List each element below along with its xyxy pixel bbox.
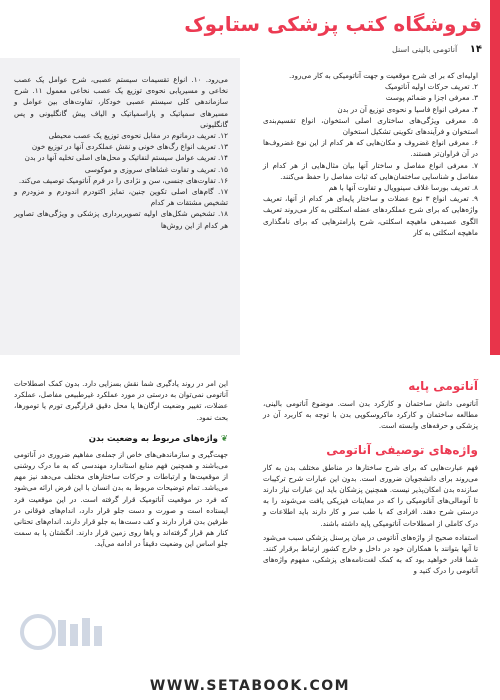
objective-item: ۵. معرفی ویژگی‌های ساختاری اصلی استخوان، انواع تقسیم‌بندی استخوان و فرآیندهای تکوینی تشکیل استخوان [263, 115, 478, 137]
footer [0, 672, 500, 700]
setabook-watermark-logo [18, 602, 113, 662]
objective-item: ۱۵. تعریف و تفاوت غشاهای سروزی و موکوسی [84, 164, 228, 174]
body-column-right [263, 378, 478, 577]
objectives-list-right [263, 70, 478, 238]
objective-item: ۸. تعریف بورسا غلاف سینوویال و تفاوت آنها با هم [328, 183, 478, 193]
objective-item: ۱۶. تفاوت‌های جنسی، سن و نژادی را در فرم آناتومیک توصیف می‌کند. [18, 175, 228, 185]
chapter-side-tab [490, 0, 500, 355]
footer-website-url[interactable]: WWW.SETABOOK.COM [149, 678, 351, 694]
objective-item: ۱۸. تشخیص شکل‌های اولیه تصویربرداری پزشکی و ویژگی‌های تصاویر هر کدام از این روش‌ها [14, 209, 228, 230]
objective-item: ۱۷. گام‌های اصلی تکوین جنین، تمایز اکتودرم اندودرم و مزودرم و تشخیص مشتقات هر کدام [14, 187, 228, 208]
running-header [242, 44, 482, 56]
objective-item: ۴. معرفی انواع فاسیا و نحوه‌ی توزیع آن در بدن [337, 104, 478, 114]
section-heading-body-position [14, 433, 228, 446]
objective-item: ۳. معرفی اجزا و ضمائم پوست [385, 93, 478, 103]
objective-item: ۱۲. تعریف درماتوم در مقابل نحوه‌ی توزیع یک عصب محیطی [48, 131, 228, 141]
paragraph: این امر در روند یادگیری شما نقش بسزایی دارد. بدون کمک اصطلاحات آناتومی نمی‌توان به درستی در مورد عملکرد غیرطبیعی مفاصل، عملکرد عضلات، تغییر وضعیت ارگان‌ها یا محل دقیق قرارگیری تورم یا تومورها، بحث نمود. [14, 379, 228, 422]
paragraph: استفاده صحیح از واژه‌های آناتومی در میان پرسنل پزشکی سبب می‌شود تا آنها بتوانند با همکاران خود در داخل و خارج کشور ارتباط برقرار کنند. شما قادر خواهید بود که به کمک لغت‌نامه‌های پزشکی، مفهوم واژه‌های آناتومی را درک کنید و [263, 532, 478, 576]
objective-item: ۶. معرفی انواع غضروف و مکان‌هایی که هر کدام از این نوع غضروف‌ها در آن فراوان‌تر هستند. [263, 138, 478, 159]
paragraph: فهم عبارت‌هایی که برای شرح ساختارها در مناطق مختلف بدن به کار می‌روند برای دانشجویان ضروری است. بدون این عبارات شرح ترکیبات سازنده بدن امکان‌پذیر نیست. همچنین پزشکان باید این عبارات نیاز دارند تا آنومالی‌های آناتومیکی را که در معاینات فیزیکی یافت می‌شوند را به درستی شرح دهند. افرادی که با طب سر و کار دارند باید اطلاعات و درک کاملی از اصطلاحات آناتومیکی پایه داشته باشند. [263, 462, 478, 528]
paragraph: جهت‌گیری و سازماندهی‌های خاص از جمله‌ی مفاهیم ضروری در آناتومی می‌باشند و همچنین فهم منابع استاندارد مهندسی که به ما درک روشنی از موقعیت‌ها و ارتباطات و حرکات ساختارهای مختلف می‌دهد نیز مهم می‌باشد. تمام توضیحات مربوط به بدن انسان با این فرض ارائه می‌شود که فرد در موقعیت آناتومیک قرار گرفته است. در این موقعیت فرد ایستاده است و صورت و دست جلو قرار دارد، اندام‌های فوقانی در طرفین بدن قرار دارند و کف دست‌ها به جلو قرار دارند. اندام‌های تحتانی کنار هم قرار گرفته‌اند و پاها روی زمین قرار دارند. انگشتان پا به سمت جلو اساس این وضعیت دقیقاً در ادامه می‌آید. [14, 449, 228, 549]
objective-item: ۷. معرفی انواع مفاصل و ساختار آنها بیان مثال‌هایی از هر کدام از مفاصل و شناسایی ساختمان‌هایی که ثبات مفاصل را حفظ می‌کنند. [263, 160, 478, 181]
page-number: ۱۴ [469, 44, 482, 55]
running-header-subtitle: آناتومی بالینی اسنل [391, 45, 458, 54]
page-header-title: فروشگاه کتب پزشکی ستابوک [184, 12, 482, 36]
objective-item: می‌رود. ۱۰. انواع تقسیمات سیستم عصبی، شرح عوامل یک عصب نخاعی و مسیریابی نحوه‌ی توزیع یک عصب نخاعی معمول ۱۱. شرح سازماندهی کلی سیستم عصبی خودکار، تفاوت‌های بین عوامل و مسیرهای سمپاتیک و پاراسمپاتیک و الیاف پیش گانگلیونی و پس گانگلیونی [14, 75, 228, 129]
objective-item: اولیه‌ای که بر ای شرح موقعیت و جهت آناتومیکی به کار می‌رود. [289, 71, 478, 80]
section-heading-body-position-label: واژه‌های مربوط به وضعیت بدن [88, 433, 218, 444]
objective-item: ۱۳. تعریف انواع رگ‌های خونی و نقش عملکردی آنها در توزیع خون [31, 142, 228, 152]
paragraph: آناتومی دانش ساختمان و کارکرد بدن است. موضوع آناتومی بالینی، مطالعه ساختمان و کارکرد ماکروسکوپی بدن با توجه به کاربرد آن در پزشکی و حرفه‌های وابسته است. [263, 399, 478, 431]
body-column-left [14, 378, 228, 550]
objective-item: ۲. تعریف حرکات اولیه آناتومیک [385, 82, 478, 92]
leaf-bullet-icon: ❦ [217, 433, 228, 444]
section-heading-descriptive-terms: واژه‌های توصیفی آناتومی [326, 442, 478, 457]
objectives-list-left [14, 74, 228, 231]
objective-item: ۱۴. تعریف عوامل سیستم لنفاتیک و محل‌های اصلی تخلیه آنها در بدن [24, 153, 228, 163]
objective-item: ۹. تعریف انواع ۳ نوع عضلات و ساختار پایه‌ای هر کدام از آنها، تعریف واژه‌هایی که برای شرح عملکردهای عضله اسکلتی به کار می‌روند تعریف الگوی عصبدهی ماهیچه اسکلتی، شرح پارامترهایی که برای نامگذاری ماهیچه اسکلتی به کار [263, 194, 479, 237]
section-heading-basic-anatomy: آناتومی پایه [408, 379, 478, 393]
